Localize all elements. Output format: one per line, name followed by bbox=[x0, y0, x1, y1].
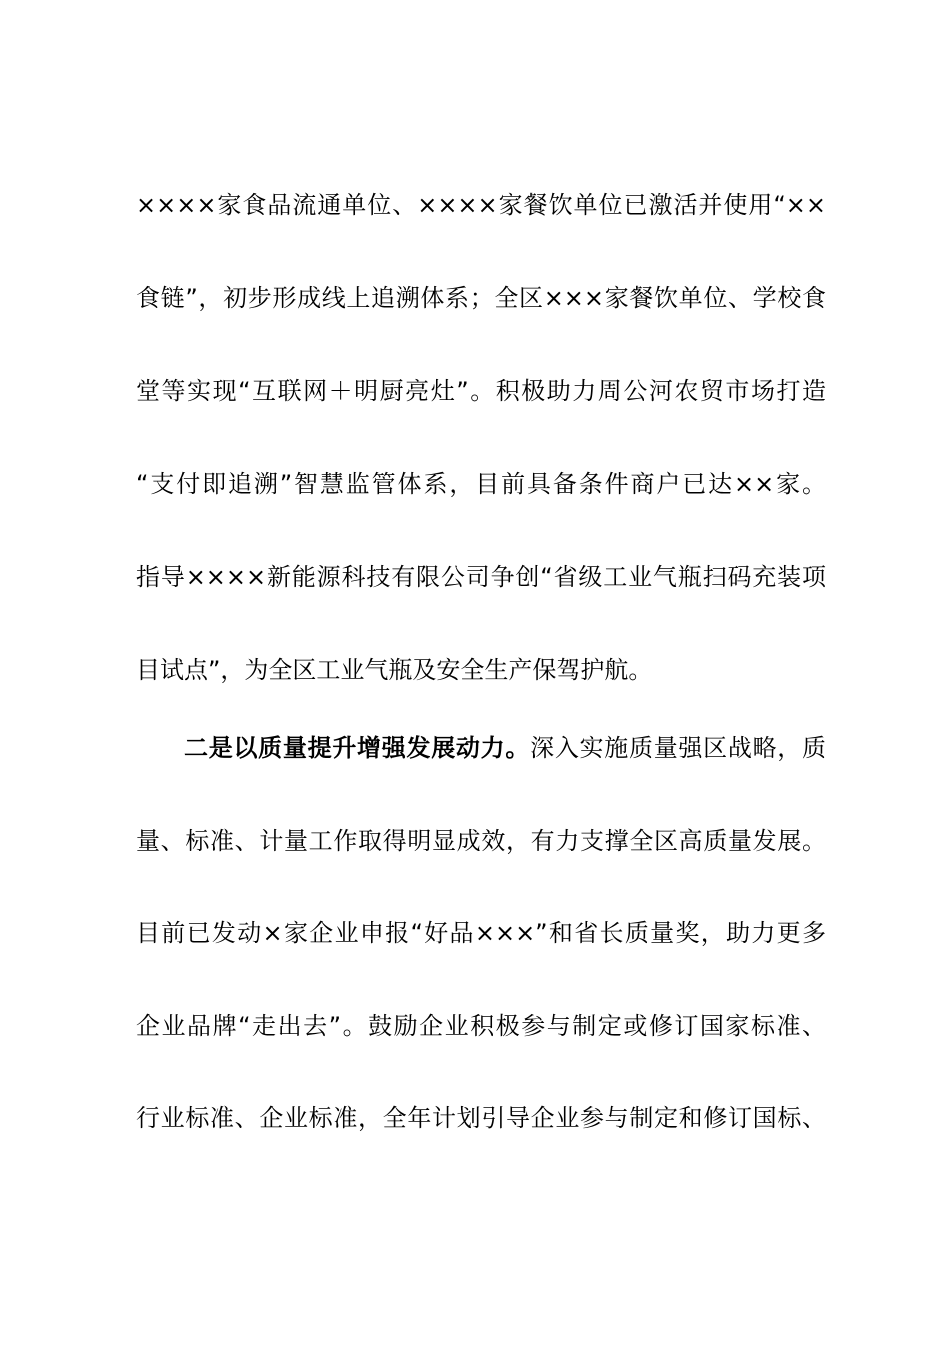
paragraph-1-line-6: 目试点”，为全区工业气瓶及安全生产保驾护航。 bbox=[136, 656, 653, 684]
paragraph-1-line-4: “支付即追溯”智慧监管体系，目前具备条件商户已达××家。 bbox=[136, 470, 826, 498]
paragraph-1-line-3: 堂等实现“互联网＋明厨亮灶”。积极助力周公河农贸市场打造 bbox=[136, 377, 826, 405]
paragraph-2-heading: 二是以质量提升增强发展动力。 bbox=[184, 734, 531, 762]
paragraph-2-line-5: 行业标准、企业标准，全年计划引导企业参与制定和修订国标、 bbox=[136, 1104, 826, 1132]
paragraph-2-line-4: 企业品牌“走出去”。鼓励企业积极参与制定或修订国家标准、 bbox=[136, 1012, 826, 1040]
paragraph-1-line-5: 指导××××新能源科技有限公司争创“省级工业气瓶扫码充装项 bbox=[136, 563, 826, 591]
paragraph-1-line-2: 食链”，初步形成线上追溯体系；全区×××家餐饮单位、学校食 bbox=[136, 284, 826, 312]
paragraph-1-line-1: ××××家食品流通单位、××××家餐饮单位已激活并使用“×× bbox=[136, 191, 826, 219]
paragraph-2-line-3: 目前已发动×家企业申报“好品×××”和省长质量奖，助力更多 bbox=[136, 919, 826, 947]
paragraph-2-line-2: 量、标准、计量工作取得明显成效，有力支撑全区高质量发展。 bbox=[136, 827, 826, 855]
paragraph-2-line-1 bbox=[184, 728, 826, 768]
paragraph-2-line-1-rest: 深入实施质量强区战略，质 bbox=[530, 734, 826, 762]
